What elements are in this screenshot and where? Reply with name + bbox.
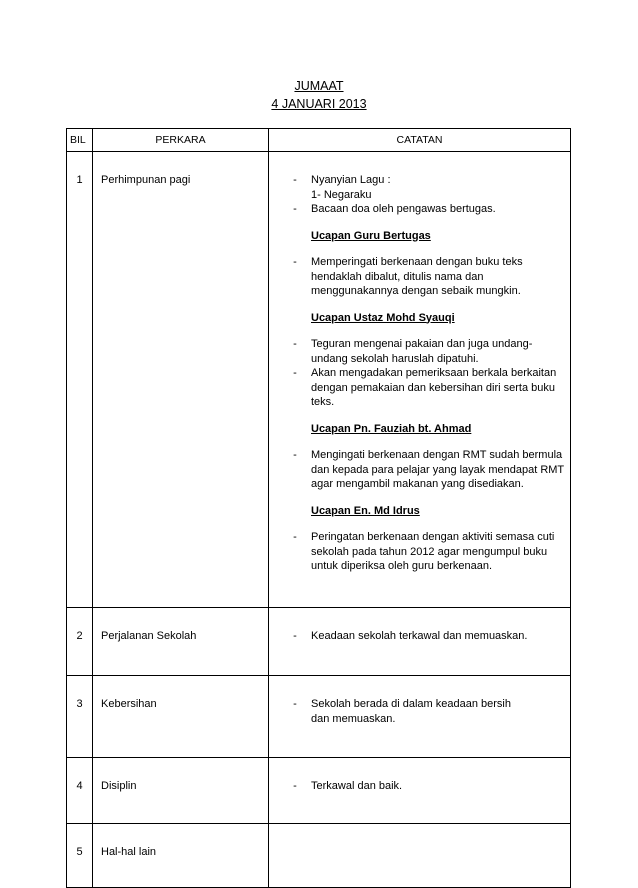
row-catatan — [269, 152, 571, 608]
table-row — [67, 758, 571, 824]
row-catatan — [269, 676, 571, 758]
minutes-table — [66, 128, 571, 888]
note-item — [269, 202, 564, 217]
row-catatan — [269, 608, 571, 676]
note-text: Akan mengadakan pemeriksaan berkala berkaitan dengan pemakaian dan kebersihan diri serta buku teks. — [311, 367, 557, 408]
note-item — [269, 366, 564, 410]
column-header-perkara: PERKARA — [93, 129, 269, 152]
note-text: Mengingati berkenaan dengan RMT sudah bermula dan kepada para pelajar yang layak mendapat RMT agar mengambil makanan yang disediakan. — [311, 449, 564, 490]
bullet-dash: - — [293, 780, 297, 792]
bullet-dash: - — [293, 531, 297, 543]
note-item — [269, 629, 570, 644]
row-number: 3 — [67, 676, 93, 758]
note-item — [269, 779, 570, 794]
table-row — [67, 608, 571, 676]
row-perkara: Kebersihan — [93, 676, 269, 758]
note-item — [269, 173, 564, 188]
row-number: 4 — [67, 758, 93, 824]
note-text: Memperingati berkenaan dengan buku teks hendaklah dibalut, ditulis nama dan menggunakannya dengan sebaik mungkin. — [311, 256, 523, 297]
note-item — [269, 255, 564, 299]
speech-heading: Ucapan En. Md Idrus — [311, 504, 420, 517]
row-perkara: Perjalanan Sekolah — [93, 608, 269, 676]
note-item — [269, 337, 564, 366]
bullet-dash: - — [293, 338, 297, 350]
row-perkara: Hal-hal lain — [93, 824, 269, 888]
table-header-row — [67, 129, 571, 152]
bullet-dash: - — [293, 174, 297, 186]
speech-heading: Ucapan Pn. Fauziah bt. Ahmad — [311, 422, 472, 435]
note-text: Terkawal dan baik. — [311, 780, 403, 792]
bullet-dash: - — [293, 698, 297, 710]
bullet-dash: - — [293, 449, 297, 461]
note-text: Nyanyian Lagu : — [311, 174, 391, 186]
row-perkara: Perhimpunan pagi — [93, 152, 269, 608]
row-perkara: Disiplin — [93, 758, 269, 824]
document-day: JUMAAT — [294, 79, 344, 93]
row-number: 1 — [67, 152, 93, 608]
note-text: Keadaan sekolah terkawal dan memuaskan. — [311, 630, 528, 642]
row-catatan — [269, 758, 571, 824]
bullet-dash: - — [293, 367, 297, 379]
column-header-bil: BIL — [67, 129, 93, 152]
table-row — [67, 676, 571, 758]
row-number: 2 — [67, 608, 93, 676]
note-subitem: 1- Negaraku — [311, 188, 372, 201]
bullet-dash: - — [293, 203, 297, 215]
speech-heading: Ucapan Ustaz Mohd Syauqi — [311, 311, 455, 324]
document-date: 4 JANUARI 2013 — [271, 97, 367, 111]
bullet-dash: - — [293, 630, 297, 642]
note-item — [269, 448, 564, 492]
note-text: Teguran mengenai pakaian dan juga undang-undang sekolah haruslah dipatuhi. — [311, 338, 533, 365]
row-number: 5 — [67, 824, 93, 888]
note-text: Sekolah berada di dalam keadaan bersih dan memuaskan. — [311, 698, 511, 725]
note-item — [269, 697, 570, 726]
table-row — [67, 824, 571, 888]
column-header-catatan: CATATAN — [269, 129, 571, 152]
note-item — [269, 530, 564, 574]
row-catatan — [269, 824, 571, 888]
table-row — [67, 152, 571, 608]
note-text: Peringatan berkenaan dengan aktiviti semasa cuti sekolah pada tahun 2012 agar mengumpul buku untuk diperiksa oleh guru berkenaan. — [311, 531, 555, 572]
note-text: Bacaan doa oleh pengawas bertugas. — [311, 203, 496, 215]
bullet-dash: - — [293, 256, 297, 268]
speech-heading: Ucapan Guru Bertugas — [311, 229, 431, 242]
